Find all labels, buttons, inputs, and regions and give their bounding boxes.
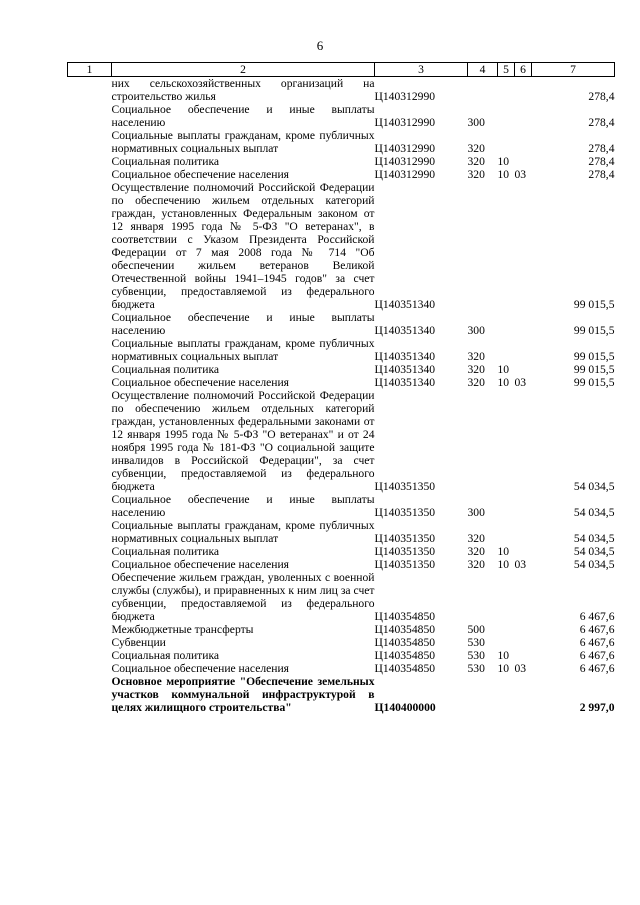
item-name: Межбюджетные трансферты [111,623,254,636]
item-name: Социальная политика [111,545,220,558]
cell-col-1 [68,376,112,389]
amount: 278,4 [588,90,615,103]
section-code [498,571,515,623]
expense-type-code [468,675,498,714]
subsection-code [515,493,532,519]
expense-type-code: 320 [467,350,485,363]
target-article-code: Ц140312990 [374,168,436,181]
item-name: Социальное обеспечение населения [111,558,290,571]
cell-col-1 [68,311,112,337]
subsection-code [515,337,532,363]
item-name: Социальные выплаты гражданам, кроме публичных нормативных социальных выплат [111,337,375,363]
subsection-code [515,103,532,129]
table-row [68,571,615,623]
table-row [68,519,615,545]
cell-col-1 [68,493,112,519]
expense-type-code [468,571,498,623]
amount: 6 467,6 [579,623,615,636]
cell-col-1 [68,181,112,311]
table-row [68,155,615,168]
cell-col-1 [68,649,112,662]
item-name: них сельскохозяйственных организаций на строительство жилья [111,77,375,103]
subsection-code [515,311,532,337]
amount: 6 467,6 [579,636,615,649]
subsection-code [515,623,532,636]
amount: 99 015,5 [573,350,615,363]
table-row [68,675,615,714]
amount: 278,4 [588,142,615,155]
expense-type-code: 320 [467,142,485,155]
amount: 278,4 [588,155,615,168]
table-row [68,662,615,675]
cell-col-1 [68,545,112,558]
cell-col-1 [68,662,112,675]
item-name: Социальные выплаты гражданам, кроме публичных нормативных социальных выплат [111,129,375,155]
expense-type-code: 320 [467,155,485,168]
header-col-7: 7 [532,63,615,77]
subsection-code [515,545,532,558]
target-article-code: Ц140312990 [374,155,436,168]
amount: 6 467,6 [579,610,615,623]
item-name: Социальные выплаты гражданам, кроме публичных нормативных социальных выплат [111,519,375,545]
header-col-3: 3 [375,63,468,77]
section-code [498,493,515,519]
amount: 278,4 [588,116,615,129]
cell-col-1 [68,103,112,129]
expense-type-code: 320 [467,363,485,376]
header-row [68,63,615,77]
table-row [68,363,615,376]
section-code [498,623,515,636]
header-col-6: 6 [515,63,532,77]
section-code: 10 [497,168,510,181]
table-row [68,77,615,104]
section-code [498,389,515,493]
table-row [68,545,615,558]
expense-type-code: 320 [467,376,485,389]
header-col-5: 5 [498,63,515,77]
target-article-code: Ц140354850 [374,636,436,649]
header-col-4: 4 [468,63,498,77]
amount: 54 034,5 [573,480,615,493]
subsection-code: 03 [514,376,527,389]
subsection-code [515,519,532,545]
header-col-2: 2 [112,63,375,77]
target-article-code: Ц140351340 [374,350,436,363]
section-code [498,636,515,649]
cell-col-1 [68,519,112,545]
expense-type-code: 500 [467,623,485,636]
table-row [68,636,615,649]
cell-col-1 [68,363,112,376]
target-article-code: Ц140351350 [374,545,436,558]
table-row [68,649,615,662]
table-body [68,77,615,715]
section-code [498,181,515,311]
section-code [498,311,515,337]
expense-type-code: 300 [467,324,485,337]
amount: 54 034,5 [573,506,615,519]
section-code [498,337,515,363]
target-article-code: Ц140312990 [374,142,436,155]
amount: 278,4 [588,168,615,181]
subsection-code [515,571,532,623]
item-name: Осуществление полномочий Российской Федерации по обеспечению жильем отдельных категорий граждан, установленных федеральными законами от 12 января 1995 года № 5-ФЗ "О ветеранах" и от 24 ноября 1995 года № 181-ФЗ "О социальной защите инвалидов в Российской Федерации", за счет субвенции, предоставляемой из федерального бюджета [111,389,375,493]
cell-col-1 [68,77,112,104]
amount: 6 467,6 [579,649,615,662]
item-name: Социальное обеспечение населения [111,376,290,389]
expense-type-code: 320 [467,558,485,571]
expense-type-code [468,77,498,104]
page-number: 6 [316,38,324,53]
cell-col-1 [68,675,112,714]
amount: 54 034,5 [573,545,615,558]
section-code: 10 [497,376,510,389]
subsection-code: 03 [514,662,527,675]
expense-type-code: 320 [467,545,485,558]
amount: 99 015,5 [573,363,615,376]
target-article-code: Ц140354850 [374,662,436,675]
target-article-code: Ц140354850 [374,610,436,623]
target-article-code: Ц140351350 [374,558,436,571]
target-article-code: Ц140351350 [374,480,436,493]
expense-type-code: 300 [467,506,485,519]
table-row [68,389,615,493]
cell-col-1 [68,129,112,155]
subsection-code [515,649,532,662]
cell-col-1 [68,337,112,363]
item-name: Социальная политика [111,363,220,376]
subsection-code: 03 [514,168,527,181]
expense-type-code: 320 [467,168,485,181]
target-article-code: Ц140400000 [374,701,436,714]
cell-col-1 [68,155,112,168]
target-article-code: Ц140354850 [374,623,436,636]
section-code: 10 [497,545,510,558]
target-article-code: Ц140354850 [374,649,436,662]
item-name: Социальная политика [111,649,220,662]
cell-col-1 [68,558,112,571]
amount: 54 034,5 [573,532,615,545]
item-name: Социальное обеспечение и иные выплаты населению [111,493,375,519]
table-row [68,376,615,389]
amount: 99 015,5 [573,324,615,337]
expense-type-code [468,389,498,493]
header-col-1: 1 [68,63,112,77]
subsection-code [515,675,532,714]
section-code: 10 [497,363,510,376]
amount: 99 015,5 [573,376,615,389]
expense-type-code: 530 [467,662,485,675]
section-code [498,519,515,545]
table-row [68,181,615,311]
cell-col-1 [68,636,112,649]
target-article-code: Ц140351350 [374,506,436,519]
target-article-code: Ц140351340 [374,324,436,337]
target-article-code: Ц140351340 [374,376,436,389]
item-name: Социальное обеспечение и иные выплаты населению [111,103,375,129]
item-name: Социальное обеспечение населения [111,662,290,675]
table-row [68,129,615,155]
table-row [68,337,615,363]
expense-type-code: 300 [467,116,485,129]
section-code: 10 [497,649,510,662]
target-article-code: Ц140312990 [374,116,436,129]
item-name: Социальная политика [111,155,220,168]
target-article-code: Ц140351340 [374,363,436,376]
target-article-code: Ц140351350 [374,532,436,545]
subsection-code [515,181,532,311]
subsection-code [515,636,532,649]
section-code: 10 [497,662,510,675]
amount: 99 015,5 [573,298,615,311]
cell-col-1 [68,168,112,181]
section-code [498,77,515,104]
section-code [498,129,515,155]
subsection-code [515,129,532,155]
table-row [68,168,615,181]
expense-type-code [468,181,498,311]
item-name: Социальное обеспечение и иные выплаты населению [111,311,375,337]
cell-col-1 [68,571,112,623]
subsection-code [515,389,532,493]
expense-type-code: 530 [467,636,485,649]
table-row [68,558,615,571]
budget-table [67,62,615,714]
amount: 2 997,0 [579,701,615,714]
expense-type-code: 320 [467,532,485,545]
section-code [498,103,515,129]
item-name: Основное мероприятие "Обеспечение земельных участков коммунальной инфраструктурой в целях жилищного строительства" [111,675,375,714]
table-row [68,311,615,337]
table-row [68,103,615,129]
target-article-code: Ц140351340 [374,298,436,311]
subsection-code [515,155,532,168]
cell-col-1 [68,623,112,636]
target-article-code: Ц140312990 [374,90,436,103]
item-name: Осуществление полномочий Российской Федерации по обеспечению жильем отдельных категорий граждан, установленных Федеральным законом от 12 января 1995 года № 5-ФЗ "О ветеранах", в соответствии с Указом Президента Российской Федерации от 7 мая 2008 года № 714 "Об обеспечении жильем ветеранов Великой Отечественной войны 1941–1945 годов" за счет субвенции, предоставляемой из федерального бюджета [111,181,375,311]
cell-col-1 [68,389,112,493]
item-name: Субвенции [111,636,166,649]
item-name: Социальное обеспечение населения [111,168,290,181]
table-row [68,623,615,636]
table-row [68,493,615,519]
amount: 6 467,6 [579,662,615,675]
section-code: 10 [497,155,510,168]
subsection-code [515,363,532,376]
amount: 54 034,5 [573,558,615,571]
subsection-code [515,77,532,104]
subsection-code: 03 [514,558,527,571]
item-name: Обеспечение жильем граждан, уволенных с военной службы (службы), и приравненных к ним лиц за счет субвенции, предоставляемой из федерального бюджета [111,571,375,623]
section-code [498,675,515,714]
expense-type-code: 530 [467,649,485,662]
section-code: 10 [497,558,510,571]
